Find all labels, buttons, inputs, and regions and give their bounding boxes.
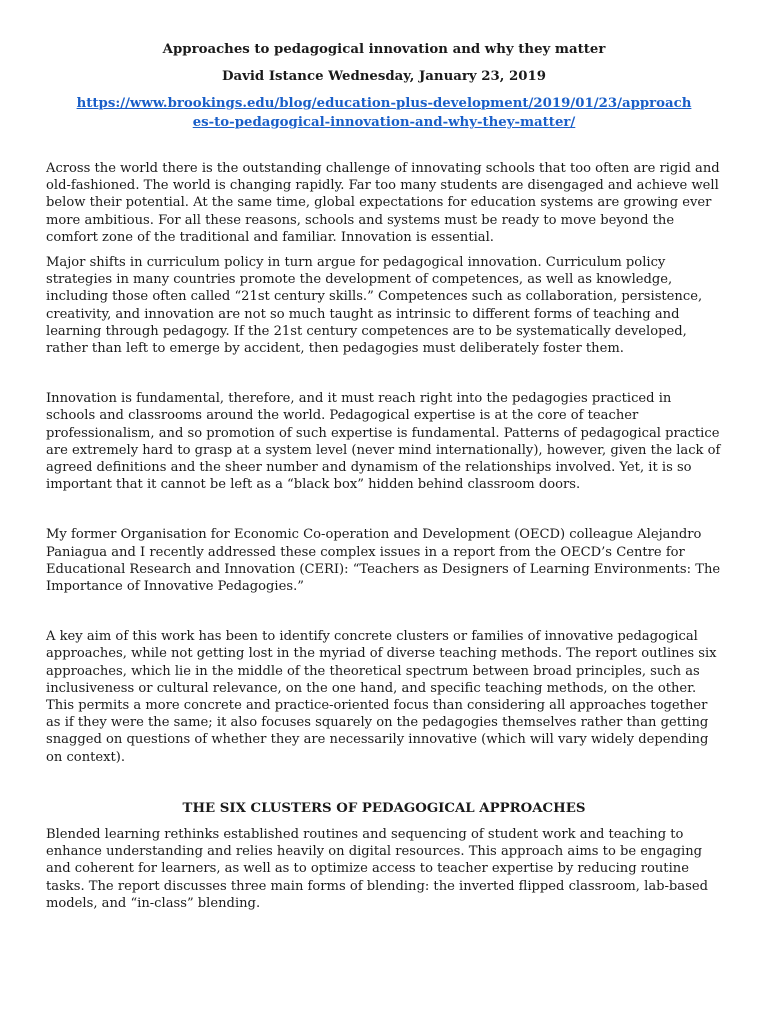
section-heading: THE SIX CLUSTERS OF PEDAGOGICAL APPROACHES — [182, 800, 586, 816]
paragraph: My former Organisation for Economic Co-operation and Development (OECD) colleague Alejandro Paniagua and I recently addressed these complex issues in a report from the OECD’s Centre for Educational Research and Innovation (CERI): “Teachers as Designers of Learning Environments: The Importance of Innovative Pedagogies.” — [46, 527, 721, 595]
source-link[interactable]: https://www.brookings.edu/blog/education-plus-development/2019/01/23/approaches-to-pedagogical-innovation-and-why-they-matter/ — [76, 96, 692, 130]
paragraph: Blended learning rethinks established routines and sequencing of student work and teaching to enhance understanding and relies heavily on digital resources. This approach aims to be engaging and coherent for learners, as well as to optimize access to teacher expertise by reducing routine tasks. The report discusses three main forms of blending: the inverted flipped classroom, lab-based models, and “in-class” blending. — [46, 826, 708, 911]
paragraph: A key aim of this work has been to identify concrete clusters or families of innovative pedagogical approaches, while not getting lost in the myriad of diverse teaching methods. The report outlines six approaches, which lie in the middle of the theoretical spectrum between broad principles, such as inclusiveness or cultural relevance, on the one hand, and specific teaching methods, on the other. This permits a more concrete and practice-oriented focus than considering all approaches together as if they were the same; it also focuses squarely on the pedagogies themselves rather than getting snagged on questions of whether they are necessarily innovative (which will vary widely depending on context). — [46, 629, 717, 765]
paragraph: Across the world there is the outstanding challenge of innovating schools that too often are rigid and old-fashioned. The world is changing rapidly. Far too many students are disengaged and achieve well below their potential. At the same time, global expectations for education systems are growing ever more ambitious. For all these reasons, schools and systems must be ready to move beyond the comfort zone of the traditional and familiar. Innovation is essential. — [46, 161, 720, 245]
document-title: Approaches to pedagogical innovation and why they matter — [162, 42, 606, 57]
author-date-line: David Istance Wednesday, January 23, 2019 — [221, 69, 546, 84]
paragraph: Innovation is fundamental, therefore, and it must reach right into the pedagogies practiced in schools and classrooms around the world. Pedagogical expertise is at the core of teacher professionalism, and so promotion of such expertise is fundamental. Patterns of pedagogical practice are extremely hard to grasp at a system level (never mind internationally), however, given the lack of agreed definitions and the sheer number and dynamism of the relationships involved. Yet, it is so important that it cannot be left as a “black box” hidden behind classroom doors. — [46, 391, 721, 493]
paragraph: Major shifts in curriculum policy in turn argue for pedagogical innovation. Curriculum policy strategies in many countries promote the development of competences, as well as knowledge, including those often called “21st century skills.” Competences such as collaboration, persistence, creativity, and innovation are not so much taught as intrinsic to different forms of teaching and learning through pedagogy. If the 21st century competences are to be systematically developed, rather than left to emerge by accident, then pedagogies must deliberately foster them. — [46, 255, 703, 357]
